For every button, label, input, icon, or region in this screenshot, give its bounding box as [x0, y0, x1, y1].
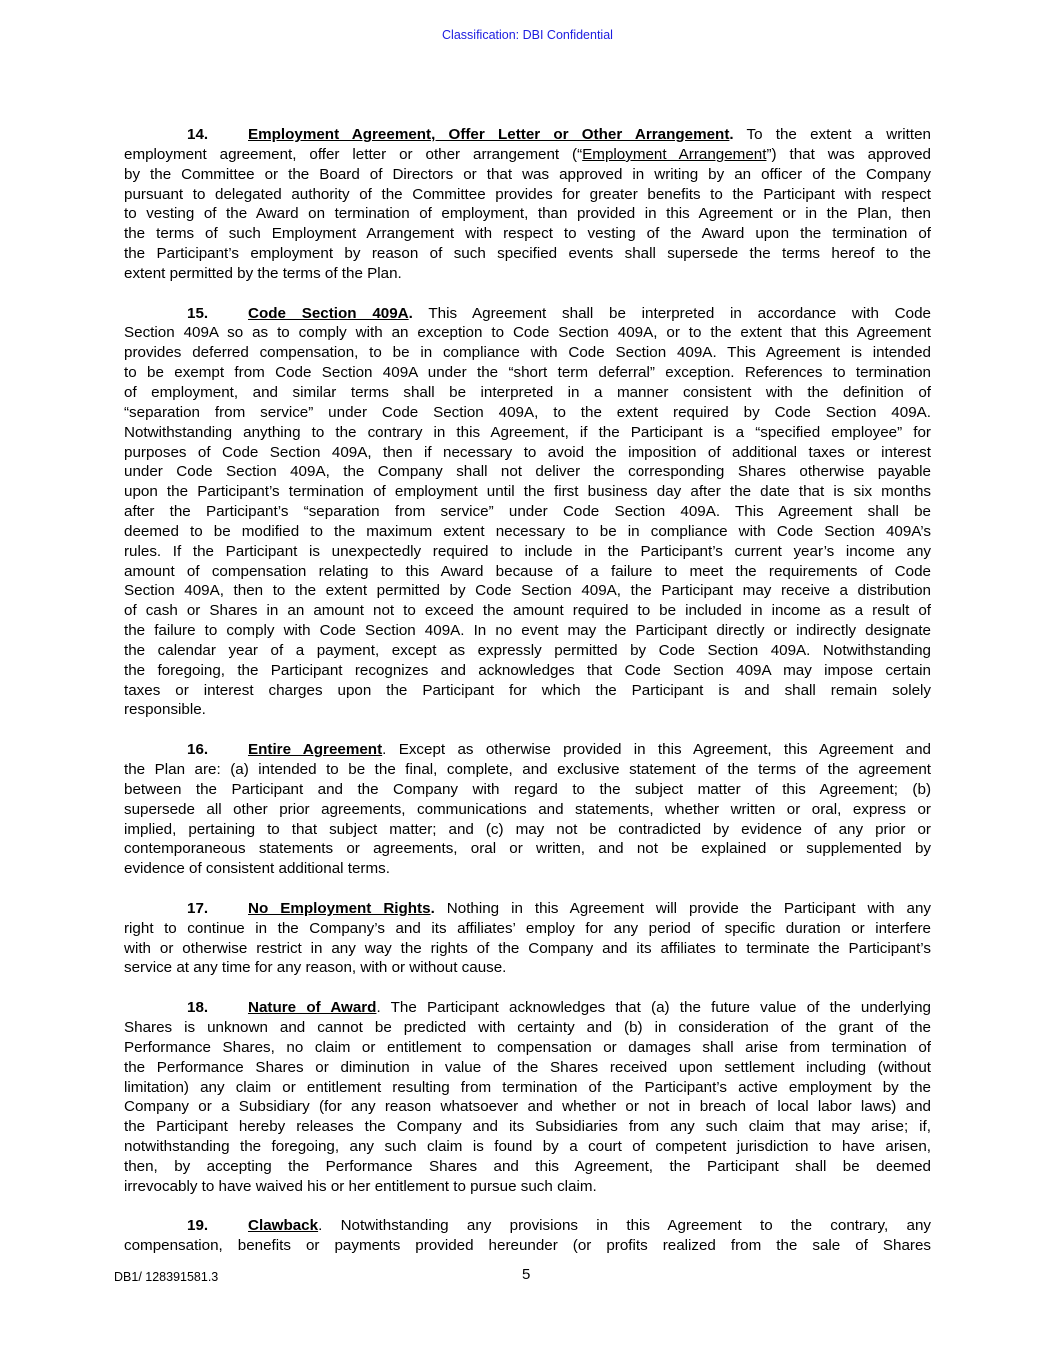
classification-label: Classification: DBI Confidential: [442, 28, 613, 42]
body-text: extent permitted by the terms of the Plan.: [124, 264, 402, 282]
text-line: [124, 919, 931, 939]
text-line: [124, 1117, 931, 1137]
body-text: . Except as otherwise provided in this Agreement, this Agreement and: [382, 741, 931, 759]
body-text: to vesting of the Award on termination of employment, than provided in this Agreement or in the Plan, then: [124, 205, 931, 223]
text-line: [124, 621, 931, 641]
section-heading: Nature of Award: [248, 999, 377, 1017]
text-line: [124, 502, 931, 522]
section-16: [124, 740, 931, 879]
body-text: pursuant to delegated authority of the Committee provides for greater benefits to the Participant with respect: [124, 185, 931, 203]
body-text: “separation from service” under Code Section 409A, to the extent required by Code Section 409A.: [124, 403, 931, 421]
text-line: [124, 443, 931, 463]
text-line: [124, 1058, 931, 1078]
section-heading: Code Section 409A: [248, 304, 409, 322]
body-text: then, by accepting the Performance Shares and this Agreement, the Participant shall be deemed: [124, 1157, 931, 1175]
body-text: amount of compensation relating to this Award because of a failure to meet the requirements of Code: [124, 562, 931, 580]
heading-punctuation: .: [729, 126, 734, 143]
body-text: To the extent a written: [733, 126, 931, 143]
body-text: the foregoing, the Participant recognizes and acknowledges that Code Section 409A may impose certain: [124, 661, 931, 679]
text-line: [124, 462, 931, 482]
text-line: [124, 244, 931, 264]
body-text: the Performance Shares or diminution in value of the Shares received upon settlement including (without: [124, 1058, 931, 1076]
body-text: Shares is unknown and cannot be predicted with certainty and (b) in consideration of the grant of the: [124, 1018, 931, 1036]
text-line: [124, 1137, 931, 1157]
body-text: Section 409A, then to the extent permitted by Code Section 409A, the Participant may receive a distribution: [124, 582, 931, 600]
defined-term: Employment Arrangement: [582, 145, 767, 163]
text-line: [124, 839, 931, 859]
text-line: [124, 125, 931, 145]
section-heading: No Employment Rights: [248, 899, 431, 917]
text-line: [124, 800, 931, 820]
heading-punctuation: .: [408, 304, 413, 322]
text-line: [124, 403, 931, 423]
body-text: limitation) any claim or entitlement resulting from termination of the Participant’s active employment by the: [124, 1078, 931, 1096]
text-line: [124, 165, 931, 185]
text-line: [124, 681, 931, 701]
section-number: 19.: [187, 1217, 209, 1235]
text-line: [124, 522, 931, 542]
body-text: . The Participant acknowledges that (a) the future value of the underlying: [376, 999, 931, 1017]
body-text: Performance Shares, no claim or entitlement to compensation or damages shall arise from termination of: [124, 1038, 931, 1056]
text-line: [124, 1177, 931, 1197]
section-number: 15.: [187, 304, 209, 322]
text-line: [124, 1157, 931, 1177]
section-15: [124, 304, 931, 721]
body-text: provides deferred compensation, to be in compliance with Code Section 409A. This Agreement is intended: [124, 344, 931, 362]
section-14: [124, 125, 931, 284]
text-line: [124, 601, 931, 621]
section-heading: Entire Agreement: [248, 741, 383, 759]
body-text: of cash or Shares in an amount not to exceed the amount required to be included in income as a result of: [124, 602, 931, 620]
text-line: [124, 1216, 931, 1236]
text-line: [124, 581, 931, 601]
body-text: compensation, benefits or payments provided hereunder (or profits realized from the sale of Shares: [124, 1237, 931, 1255]
body-text: supersede all other prior agreements, communications and statements, whether written or oral, express or: [124, 800, 931, 818]
body-text: ”) that was approved: [766, 145, 931, 163]
text-line: [124, 820, 931, 840]
section-number: 17.: [187, 899, 209, 917]
section-heading: Employment Agreement, Offer Letter or Other Arrangement: [248, 126, 730, 143]
body-text: upon the Participant’s termination of employment until the first business day after the date that is six months: [124, 483, 931, 501]
text-line: [124, 185, 931, 205]
text-line: [124, 939, 931, 959]
section-number: 16.: [187, 741, 209, 759]
body-text: irrevocably to have waived his or her entitlement to pursue such claim.: [124, 1177, 597, 1195]
text-line: [124, 661, 931, 681]
body-text: under Code Section 409A, the Company shall not deliver the corresponding Shares otherwise payable: [124, 463, 931, 481]
text-line: [124, 998, 931, 1018]
body-text: with or otherwise restrict in any way the rights of the Company and its affiliates to terminate the Participant’s: [124, 939, 931, 957]
body-text: This Agreement shall be interpreted in accordance with Code: [412, 304, 931, 322]
body-text: employment agreement, offer letter or other arrangement (“: [124, 145, 583, 163]
section-19: [124, 1216, 931, 1256]
body-text: . Notwithstanding any provisions in this Agreement to the contrary, any: [318, 1217, 931, 1235]
document-body: [124, 125, 931, 1276]
text-line: [124, 1097, 931, 1117]
body-text: purposes of Code Section 409A, then if necessary to avoid the imposition of additional taxes or interest: [124, 443, 931, 461]
text-line: [124, 780, 931, 800]
body-text: service at any time for any reason, with or without cause.: [124, 959, 507, 977]
section-18: [124, 998, 931, 1196]
text-line: [124, 264, 931, 284]
text-line: [124, 363, 931, 383]
section-number: 14.: [187, 126, 209, 143]
section-number: 18.: [187, 999, 209, 1017]
heading-punctuation: .: [430, 899, 435, 917]
body-text: to be exempt from Code Section 409A under the “short term deferral” exception. References to termination: [124, 364, 931, 382]
text-line: [124, 304, 931, 324]
text-line: [124, 1018, 931, 1038]
body-text: the failure to comply with Code Section 409A. In no event may the Participant directly or indirectly designate: [124, 622, 931, 640]
body-text: responsible.: [124, 701, 206, 719]
text-line: [124, 899, 931, 919]
body-text: the terms of such Employment Arrangement with respect to vesting of the Award upon the termination of: [124, 225, 931, 243]
document-id: DB1/ 128391581.3: [114, 1270, 219, 1284]
body-text: evidence of consistent additional terms.: [124, 860, 390, 878]
section-17: [124, 899, 931, 978]
body-text: contemporaneous statements or agreements, oral or written, and not be explained or supplemented by: [124, 840, 931, 858]
text-line: [124, 482, 931, 502]
text-line: [124, 343, 931, 363]
body-text: taxes or interest charges upon the Participant for which the Participant is and shall remain solely: [124, 681, 931, 699]
text-line: [124, 1236, 931, 1256]
body-text: deemed to be modified to the maximum extent necessary to be in compliance with Code Section 409A’s: [124, 522, 931, 540]
body-text: after the Participant’s “separation from service” under Code Section 409A. This Agreement shall be: [124, 503, 931, 521]
body-text: by the Committee or the Board of Directors or that was approved in writing by an officer of the Company: [124, 165, 931, 183]
body-text: Nothing in this Agreement will provide the Participant with any: [434, 899, 931, 917]
body-text: the Participant’s employment by reason of such specified events shall supersede the terms hereof to the: [124, 245, 931, 263]
text-line: [124, 760, 931, 780]
text-line: [124, 562, 931, 582]
text-line: [124, 224, 931, 244]
text-line: [124, 204, 931, 224]
body-text: the Participant hereby releases the Company and its Subsidiaries from any such claim that may arise; if,: [124, 1118, 931, 1136]
section-heading: Clawback: [248, 1217, 319, 1235]
body-text: of employment, and similar terms shall be interpreted in a manner consistent with the definition of: [124, 383, 931, 401]
body-text: notwithstanding the foregoing, any such claim is found by a court of competent jurisdiction to have arisen,: [124, 1138, 931, 1156]
text-line: [124, 542, 931, 562]
body-text: right to continue in the Company’s and its affiliates’ employ for any period of specific duration or interfere: [124, 919, 931, 937]
text-line: [124, 958, 931, 978]
body-text: rules. If the Participant is unexpectedly required to include in the Participant’s current year’s income any: [124, 542, 931, 560]
text-line: [124, 423, 931, 443]
body-text: between the Participant and the Company with regard to the subject matter of this Agreement; (b): [124, 780, 931, 798]
body-text: implied, pertaining to that subject matter; and (c) may not be contradicted by evidence of any prior or: [124, 820, 931, 838]
text-line: [124, 740, 931, 760]
body-text: Company or a Subsidiary (for any reason whatsoever and whether or not in breach of local labor laws) and: [124, 1098, 931, 1116]
text-line: [124, 383, 931, 403]
text-line: [124, 700, 931, 720]
body-text: the calendar year of a payment, except as expressly permitted by Code Section 409A. Notwithstanding: [124, 641, 931, 659]
text-line: [124, 859, 931, 879]
body-text: the Plan are: (a) intended to be the final, complete, and exclusive statement of the terms of the agreement: [124, 761, 931, 778]
text-line: [124, 323, 931, 343]
text-line: [124, 1038, 931, 1058]
text-line: [124, 1078, 931, 1098]
text-line: [124, 641, 931, 661]
body-text: Section 409A so as to comply with an exception to Code Section 409A, or to the extent that this Agreement: [124, 324, 931, 342]
body-text: Notwithstanding anything to the contrary in this Agreement, if the Participant is a “specified employee” for: [124, 423, 931, 441]
page-number: 5: [522, 1266, 531, 1283]
text-line: [124, 145, 931, 165]
